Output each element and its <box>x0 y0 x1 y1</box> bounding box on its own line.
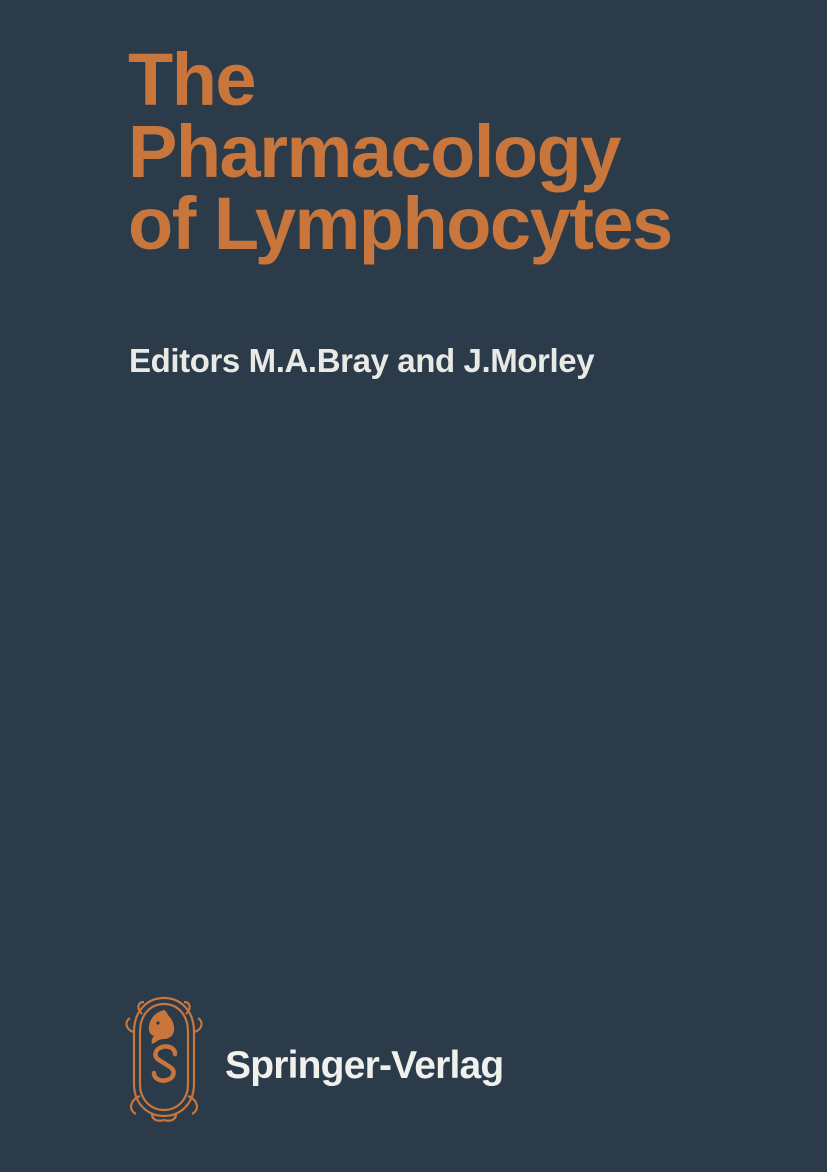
title-line-1: The <box>128 38 256 121</box>
editors-line: Editors M.A.Bray and J.Morley <box>129 342 595 379</box>
title-line-2: Pharmacology <box>128 109 620 193</box>
springer-knight-chess-logo <box>118 992 210 1122</box>
title-line-3: of Lymphocytes <box>128 181 672 265</box>
book-title <box>128 38 768 265</box>
publisher-label: Springer-Verlag <box>225 1044 504 1087</box>
publisher-block <box>118 992 718 1122</box>
